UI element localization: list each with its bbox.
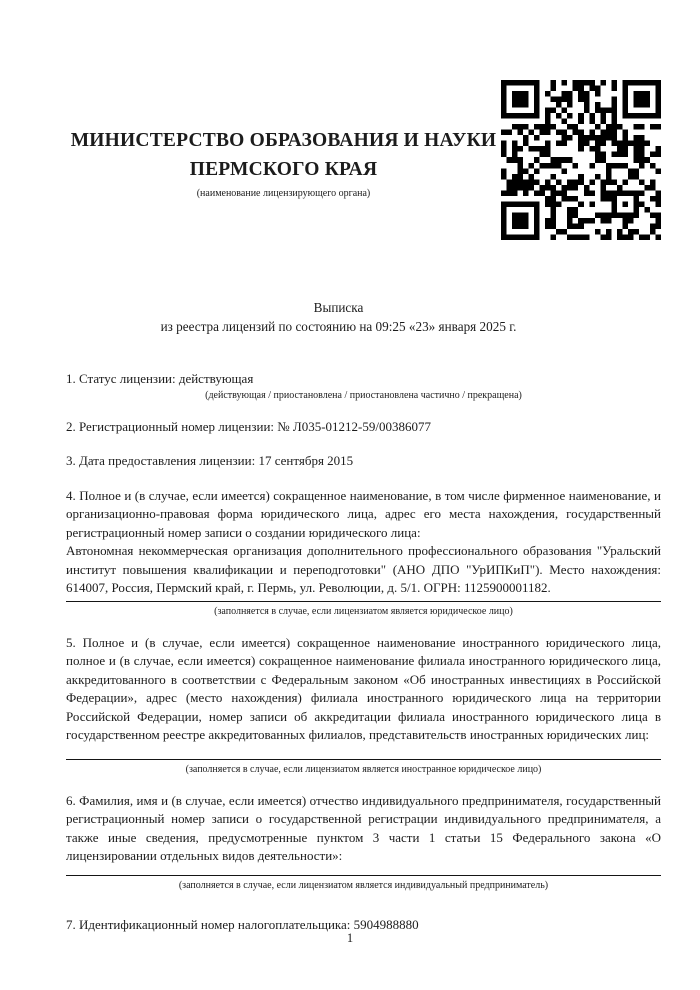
registration-number-text: 2. Регистрационный номер лицензии: № Л035-01212-59/00386077 <box>66 418 432 434</box>
grant-date-text: 3. Дата предоставления лицензии: 17 сентября 2015 <box>66 453 354 468</box>
legal-entity-caption: (заполняется в случае, если лицензиатом является юридическое лицо) <box>214 605 513 617</box>
license-status-text: 1. Статус лицензии: действующая <box>66 371 254 386</box>
legal-entity-answer: Автономная некоммерческая организация дополнительного профессионального образования "Уральский институт повышения квалификации и переподготовки" (АНО ДПО "УрИПКиП"). Место нахождения: 614007, Россия, Пермский край, г. Пермь, ул. Революции, д. 5/1. ОГРН: 1125900001182. <box>66 543 661 595</box>
document-content <box>0 80 700 934</box>
authority-name-line2: ПЕРМСКОГО КРАЯ <box>189 159 378 180</box>
registration-number-item <box>66 418 661 437</box>
entrepreneur-item <box>66 792 661 892</box>
entrepreneur-fill-line <box>66 875 661 876</box>
authority-name-line1: МИНИСТЕРСТВО ОБРАЗОВАНИЯ И НАУКИ <box>70 130 497 151</box>
legal-entity-fill-line <box>66 601 661 602</box>
license-status-options-caption: (действующая / приостановлена / приостановлена частично / прекращена) <box>205 389 522 401</box>
foreign-entity-question: 5. Полное и (в случае, если имеется) сокращенное наименование иностранного юридического лица, полное и (в случае, если имеется) сокращенное наименование филиала иностранного юридического лица, аккредитованного в соответствии с Федеральным законом «Об иностранных инвестициях в Российской Федерации», адрес (место нахождения) филиала иностранного юридического лица на территории Российской Федерации, номер записи об аккредитации филиала иностранного юридического лица в государственном реестре аккредитованных филиалов, представительств иностранных юридических лиц: <box>66 634 661 742</box>
legal-entity-item <box>66 487 661 618</box>
foreign-entity-caption: (заполняется в случае, если лицензиатом является иностранное юридическое лицо) <box>185 763 542 775</box>
qr-code <box>501 80 661 240</box>
entrepreneur-question: 6. Фамилия, имя и (в случае, если имеется) отчество индивидуального предпринимателя, государственный регистрационный номер записи о государственной регистрации индивидуального предпринимателя, а также иные сведения, предусмотренные пунктом 3 части 1 статьи 15 Федерального закона «О лицензировании отдельных видов деятельности»: <box>66 792 661 863</box>
grant-date-item <box>66 452 661 471</box>
foreign-entity-item <box>66 634 661 776</box>
license-items <box>66 370 661 934</box>
foreign-entity-fill-line <box>66 759 661 760</box>
page-number: 1 <box>346 931 354 945</box>
licensing-authority-caption: (наименование лицензирующего органа) <box>196 188 371 199</box>
licensing-authority-name <box>66 126 501 184</box>
document-title: Выписка <box>313 300 364 315</box>
entrepreneur-caption: (заполняется в случае, если лицензиатом является индивидуальный предприниматель) <box>178 879 549 891</box>
document-subtitle: из реестра лицензий по состоянию на 09:25 «23» января 2025 г. <box>160 319 517 334</box>
legal-entity-question: 4. Полное и (в случае, если имеется) сокращенное наименование, в том числе фирменное наименование, и организационно-правовая форма юридического лица, адрес его места нахождения, государственный регистрационный номер записи о создании юридического лица: <box>66 487 661 540</box>
document-title-block <box>66 298 661 336</box>
licensing-authority-block <box>66 80 501 200</box>
license-status-item <box>66 370 661 402</box>
document-header <box>66 80 661 240</box>
inn-text: 7. Идентификационный номер налогоплательщика: 5904988880 <box>66 916 419 932</box>
